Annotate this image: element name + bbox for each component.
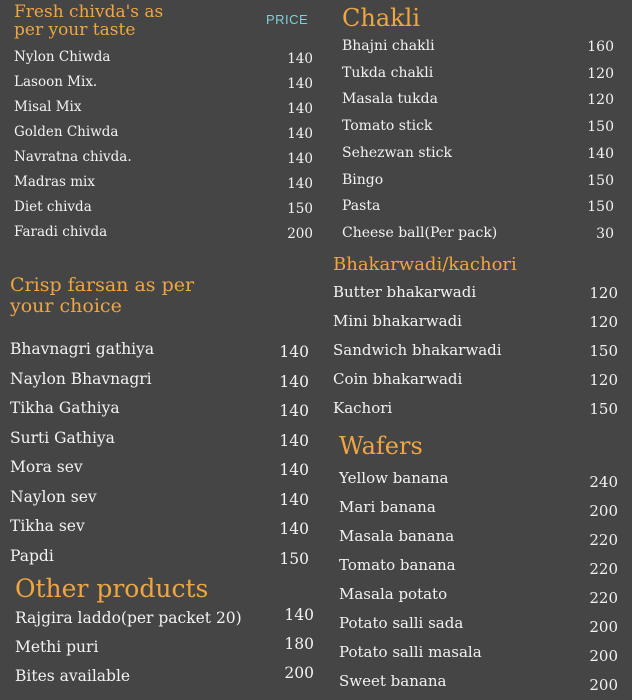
menu-item-name: Mora sev (10, 458, 83, 476)
menu-item-row (339, 469, 632, 489)
menu-item-row (342, 172, 632, 190)
menu-item-price: 150 (287, 201, 313, 217)
menu-item-price: 140 (279, 343, 309, 361)
menu-item-row (342, 65, 632, 83)
menu-item-name: Tukda chakli (342, 64, 434, 81)
menu-item-price: 220 (589, 560, 618, 578)
menu-item-price: 150 (589, 400, 618, 418)
menu-item-price: 120 (589, 284, 618, 302)
menu-item-name: Faradi chivda (14, 224, 108, 240)
menu-item-name: Lasoon Mix. (14, 74, 98, 90)
menu-item-price: 30 (596, 225, 614, 242)
menu-item-price: 240 (589, 473, 618, 491)
menu-item-row (342, 38, 632, 56)
menu-item-row (333, 283, 632, 303)
menu-item-row (10, 340, 310, 360)
menu-item-row (333, 370, 632, 390)
menu-item-row (342, 225, 632, 243)
menu-item-name: Tomato stick (342, 118, 433, 135)
menu-item-row (10, 429, 310, 449)
menu-item-price: 140 (279, 490, 309, 509)
menu-item-row (15, 664, 315, 687)
menu-item-name: Tikha sev (10, 517, 85, 535)
menu-item-row (14, 124, 314, 142)
menu-item-price: 140 (287, 151, 313, 167)
menu-item-row (339, 498, 632, 518)
menu-item-row (333, 341, 632, 361)
menu-item-name: Golden Chiwda (14, 124, 119, 140)
menu-item-name: Mari banana (339, 498, 436, 516)
menu-item-price: 140 (279, 431, 309, 450)
menu-item-row (10, 458, 310, 478)
menu-item-name: Yellow banana (339, 469, 449, 487)
menu-item-row (14, 149, 314, 167)
menu-item-price: 140 (287, 76, 313, 92)
menu-item-price: 160 (587, 39, 614, 55)
menu-item-price: 220 (589, 531, 618, 549)
menu-item-row (14, 174, 314, 192)
menu-item-row (339, 527, 632, 547)
other-products-section (15, 576, 315, 696)
menu-item-name: Navratna chivda. (14, 149, 132, 165)
menu-item-name: Tikha Gathiya (10, 399, 120, 417)
menu-item-row (339, 614, 632, 634)
menu-item-row (342, 145, 632, 163)
menu-item-price: 150 (587, 199, 614, 216)
menu-item-row (342, 118, 632, 136)
menu-item-name: Potato salli masala (339, 643, 482, 661)
menu-item-name: Sweet banana (339, 672, 447, 690)
menu-item-name: Masala banana (339, 527, 455, 545)
menu-item-name: Bhajni chakli (342, 38, 435, 54)
menu-item-row (339, 643, 632, 663)
menu-item-price: 200 (284, 664, 314, 682)
menu-item-name: Nylon Chiwda (14, 49, 111, 65)
menu-item-price: 140 (287, 101, 313, 117)
menu-item-price: 140 (284, 606, 314, 624)
menu-item-row (14, 224, 314, 242)
menu-item-name: Bhavnagri gathiya (10, 340, 155, 358)
menu-item-name: Bites available (15, 667, 131, 685)
menu-item-row (15, 635, 315, 658)
chivda-heading-line1: Fresh chivda's as (14, 2, 164, 22)
menu-item-price: 150 (589, 342, 618, 360)
menu-item-name: Sehezwan stick (342, 144, 452, 161)
chakli-section (342, 4, 632, 254)
menu-item-price: 140 (287, 51, 313, 67)
menu-item-name: Coin bhakarwadi (333, 370, 463, 388)
menu-item-row (10, 488, 310, 508)
menu-item-row (339, 585, 632, 605)
menu-item-row (333, 399, 632, 419)
menu-item-price: 140 (279, 520, 309, 538)
menu-item-row (10, 370, 310, 390)
menu-item-price: 120 (587, 65, 614, 82)
menu-item-name: Tomato banana (339, 556, 456, 574)
menu-item-price: 140 (279, 461, 309, 479)
menu-item-row (14, 99, 314, 117)
menu-item-price: 200 (589, 502, 618, 520)
menu-item-price: 200 (589, 647, 618, 665)
menu-item-name: Pasta (342, 198, 381, 215)
menu-item-name: Sandwich bhakarwadi (333, 341, 502, 359)
menu-item-name: Potato salli sada (339, 614, 464, 632)
menu-item-price: 200 (589, 676, 618, 694)
chivda-section (14, 4, 314, 244)
menu-item-row (342, 91, 632, 109)
other-products-heading: Other products (15, 574, 209, 603)
menu-item-name: Madras mix (14, 174, 95, 190)
menu-item-name: Masala tukda (342, 91, 438, 108)
menu-item-row (342, 198, 632, 216)
price-column-label: PRICE (266, 12, 309, 27)
chakli-heading: Chakli (342, 4, 421, 32)
menu-item-name: Papdi (10, 546, 54, 565)
menu-item-price: 120 (587, 92, 614, 109)
menu-item-name: Butter bhakarwadi (333, 283, 477, 301)
menu-item-price: 150 (279, 549, 309, 568)
menu-item-name: Methi puri (15, 638, 99, 656)
chivda-heading-line2: per your taste (14, 20, 136, 40)
menu-item-price: 120 (589, 371, 618, 389)
menu-item-name: Naylon sev (10, 487, 97, 506)
menu-item-row (339, 556, 632, 576)
menu-item-name: Bingo (342, 171, 384, 188)
menu-item-name: Cheese ball(Per pack) (342, 224, 498, 241)
menu-item-row (14, 49, 314, 67)
menu-item-row (10, 547, 310, 567)
menu-item-row (14, 74, 314, 92)
menu-item-row (339, 672, 632, 692)
menu-item-name: Mini bhakarwadi (333, 312, 462, 330)
wafers-section (339, 434, 632, 700)
menu-item-name: Kachori (333, 399, 393, 417)
menu-item-row (15, 606, 315, 629)
menu-item-price: 220 (589, 589, 618, 607)
menu-item-name: Surti Gathiya (10, 428, 115, 447)
menu-item-price: 140 (279, 402, 309, 420)
menu-item-row (333, 312, 632, 332)
menu-item-price: 120 (589, 313, 618, 331)
menu-item-row (10, 517, 310, 537)
menu-item-name: Diet chivda (14, 199, 92, 215)
bhakarwadi-section (333, 256, 632, 426)
menu-item-name: Masala potato (339, 585, 448, 603)
farsan-heading-line2: your choice (10, 295, 122, 317)
menu-item-price: 200 (287, 226, 313, 242)
menu-item-price: 150 (587, 172, 614, 189)
menu-item-name: Rajgira laddo(per packet 20) (15, 609, 242, 627)
menu-item-price: 200 (589, 618, 618, 636)
menu-item-row (14, 199, 314, 217)
bhakarwadi-heading: Bhakarwadi/kachori (333, 254, 517, 275)
menu-item-row (10, 399, 310, 419)
menu-item-price: 140 (587, 145, 614, 162)
farsan-section (10, 276, 310, 576)
menu-item-name: Naylon Bhavnagri (10, 369, 152, 388)
menu-item-name: Misal Mix (14, 99, 82, 115)
menu-item-price: 140 (279, 372, 309, 391)
menu-item-price: 150 (587, 119, 614, 136)
wafers-heading: Wafers (339, 432, 423, 460)
menu-item-price: 180 (284, 635, 314, 653)
menu-item-price: 140 (287, 176, 313, 192)
farsan-heading-line1: Crisp farsan as per (10, 274, 195, 296)
menu-item-price: 140 (287, 126, 313, 142)
